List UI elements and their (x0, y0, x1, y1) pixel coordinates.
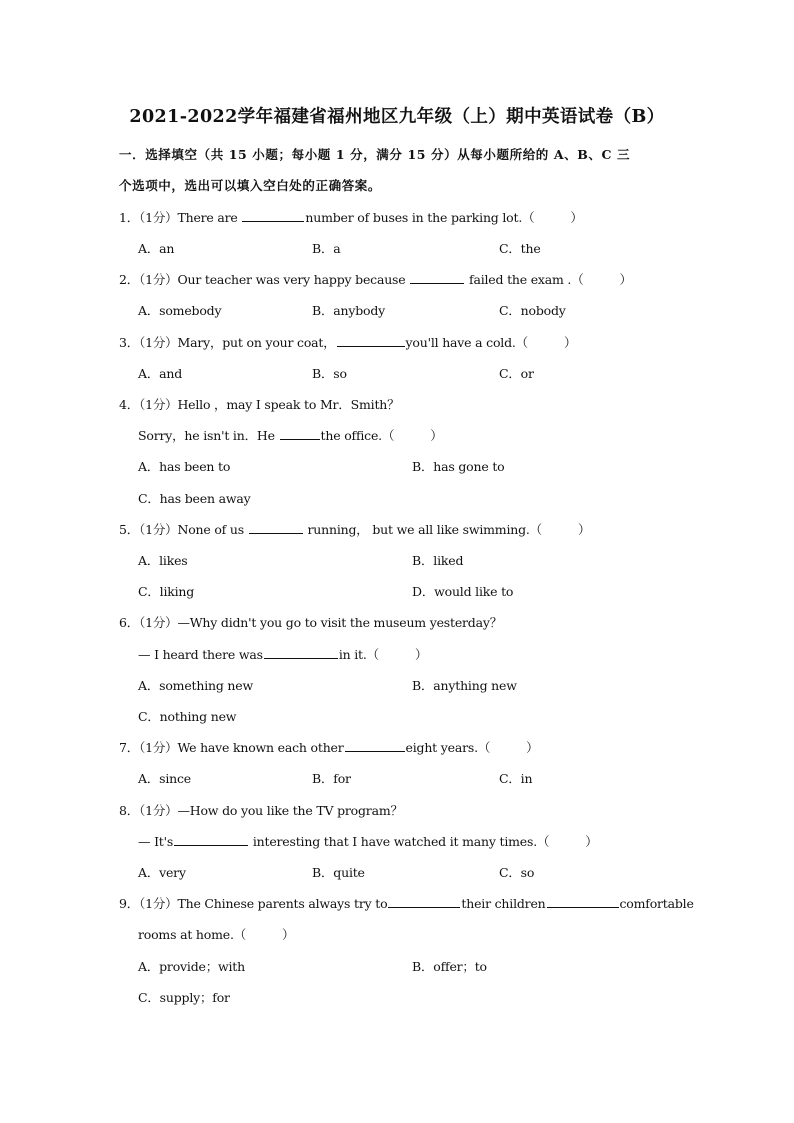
question-7 (119, 738, 538, 756)
paren-close: ） (619, 272, 632, 287)
paren-close: ） (577, 522, 591, 537)
question-text: number of buses in the parking lot.（ (305, 210, 535, 225)
paren-close: ） (430, 428, 443, 443)
question-text: running， but we all like swimming.（ (307, 522, 542, 537)
question-1 (119, 208, 583, 226)
question-text: their children (461, 896, 546, 911)
answer-blank (264, 647, 338, 659)
option-c: C．liking (138, 584, 195, 599)
option-b: B．for (312, 771, 351, 786)
question-number: 8．（1分） (119, 803, 178, 818)
question-text: rooms at home.（ (138, 927, 247, 942)
question-number: 1．（1分） (119, 210, 178, 225)
question-6 (119, 613, 502, 631)
option-c: C．supply；for (138, 990, 230, 1005)
question-text: Our teacher was very happy because (177, 272, 410, 287)
question-text: in it.（ (338, 647, 379, 662)
answer-blank (345, 740, 405, 752)
paren-close: ） (585, 834, 598, 849)
section-heading-line2: 个选项中，选出可以填入空白处的正确答案。 (119, 178, 382, 193)
question-text: Sorry，he isn't in．He (138, 428, 279, 443)
paren-close: ） (563, 335, 577, 350)
paren-close: ） (570, 210, 583, 225)
option-a: A．an (138, 241, 175, 256)
question-text: There are (177, 210, 242, 225)
option-b: B．quite (312, 865, 365, 880)
option-d: D．would like to (412, 584, 514, 599)
question-number: 2．（1分） (119, 272, 178, 287)
option-c: C．nobody (499, 303, 566, 318)
answer-blank (547, 896, 619, 908)
option-a: A．somebody (138, 303, 222, 318)
question-number: 9．（1分） (119, 896, 178, 911)
answer-blank (410, 272, 464, 284)
question-number: 5．（1分） (119, 522, 178, 537)
question-9 (119, 894, 694, 912)
question-text: Hello ，may I speak to Mr．Smith？ (177, 397, 400, 412)
page-title: 2021-2022学年福建省福州地区九年级（上）期中英语试卷（B） (129, 107, 665, 127)
option-c: C．in (499, 771, 533, 786)
question-text: —Why didn't you go to visit the museum yesterday？ (177, 615, 503, 630)
section-heading-line1: 一．选择填空（共 15 小题；每小题 1 分，满分 15 分）从每小题所给的 A、B、C 三 (119, 147, 631, 162)
option-b: B．has gone to (412, 459, 505, 474)
question-8-line2 (138, 832, 598, 850)
question-text: comfortable (619, 896, 694, 911)
question-text: failed the exam .（ (469, 272, 584, 287)
option-b: B．a (312, 241, 341, 256)
question-number: 3．（1分） (119, 335, 178, 350)
question-8 (119, 801, 403, 819)
paren-close: ） (414, 647, 428, 662)
question-text: interesting that I have watched it many times.（ (249, 834, 550, 849)
question-4 (119, 395, 399, 413)
question-text: None of us (177, 522, 248, 537)
option-b: B．so (312, 366, 347, 381)
paren-close: ） (526, 740, 539, 755)
question-number: 7．（1分） (119, 740, 178, 755)
answer-blank (174, 834, 248, 846)
option-a: A．provide；with (138, 959, 245, 974)
option-c: C．the (499, 241, 541, 256)
option-a: A．has been to (138, 459, 231, 474)
answer-blank (280, 428, 320, 440)
answer-blank (337, 335, 405, 347)
option-b: B．anybody (312, 303, 386, 318)
option-a: A．and (138, 366, 183, 381)
question-6-line2 (138, 645, 427, 663)
question-text: eight years.（ (405, 740, 491, 755)
question-text: you'll have a cold.（ (405, 335, 528, 350)
option-b: B．anything new (412, 678, 517, 693)
option-a: A．something new (138, 678, 253, 693)
option-a: A．since (138, 771, 191, 786)
option-c: C．nothing new (138, 709, 237, 724)
question-3 (119, 333, 576, 351)
answer-blank (242, 210, 304, 222)
question-9-line2 (138, 925, 294, 943)
question-number: 4．（1分） (119, 397, 178, 412)
question-text: Mary，put on your coat， (177, 335, 336, 350)
question-text: — It's (138, 834, 174, 849)
question-text: —How do you like the TV program？ (177, 803, 403, 818)
answer-blank (388, 896, 460, 908)
paren-close: ） (282, 927, 295, 942)
option-c: C．or (499, 366, 534, 381)
option-c: C．has been away (138, 491, 251, 506)
answer-blank (249, 522, 303, 534)
option-b: B．liked (412, 553, 464, 568)
option-a: A．likes (138, 553, 188, 568)
question-text: — I heard there was (138, 647, 263, 662)
question-text: The Chinese parents always try to (177, 896, 388, 911)
option-a: A．very (138, 865, 186, 880)
question-4-line2 (138, 426, 443, 444)
option-c: C．so (499, 865, 535, 880)
question-5 (119, 520, 590, 538)
option-b: B．offer；to (412, 959, 487, 974)
question-text: the office.（ (320, 428, 395, 443)
question-2 (119, 270, 632, 288)
question-number: 6．（1分） (119, 615, 178, 630)
question-text: We have known each other (177, 740, 344, 755)
